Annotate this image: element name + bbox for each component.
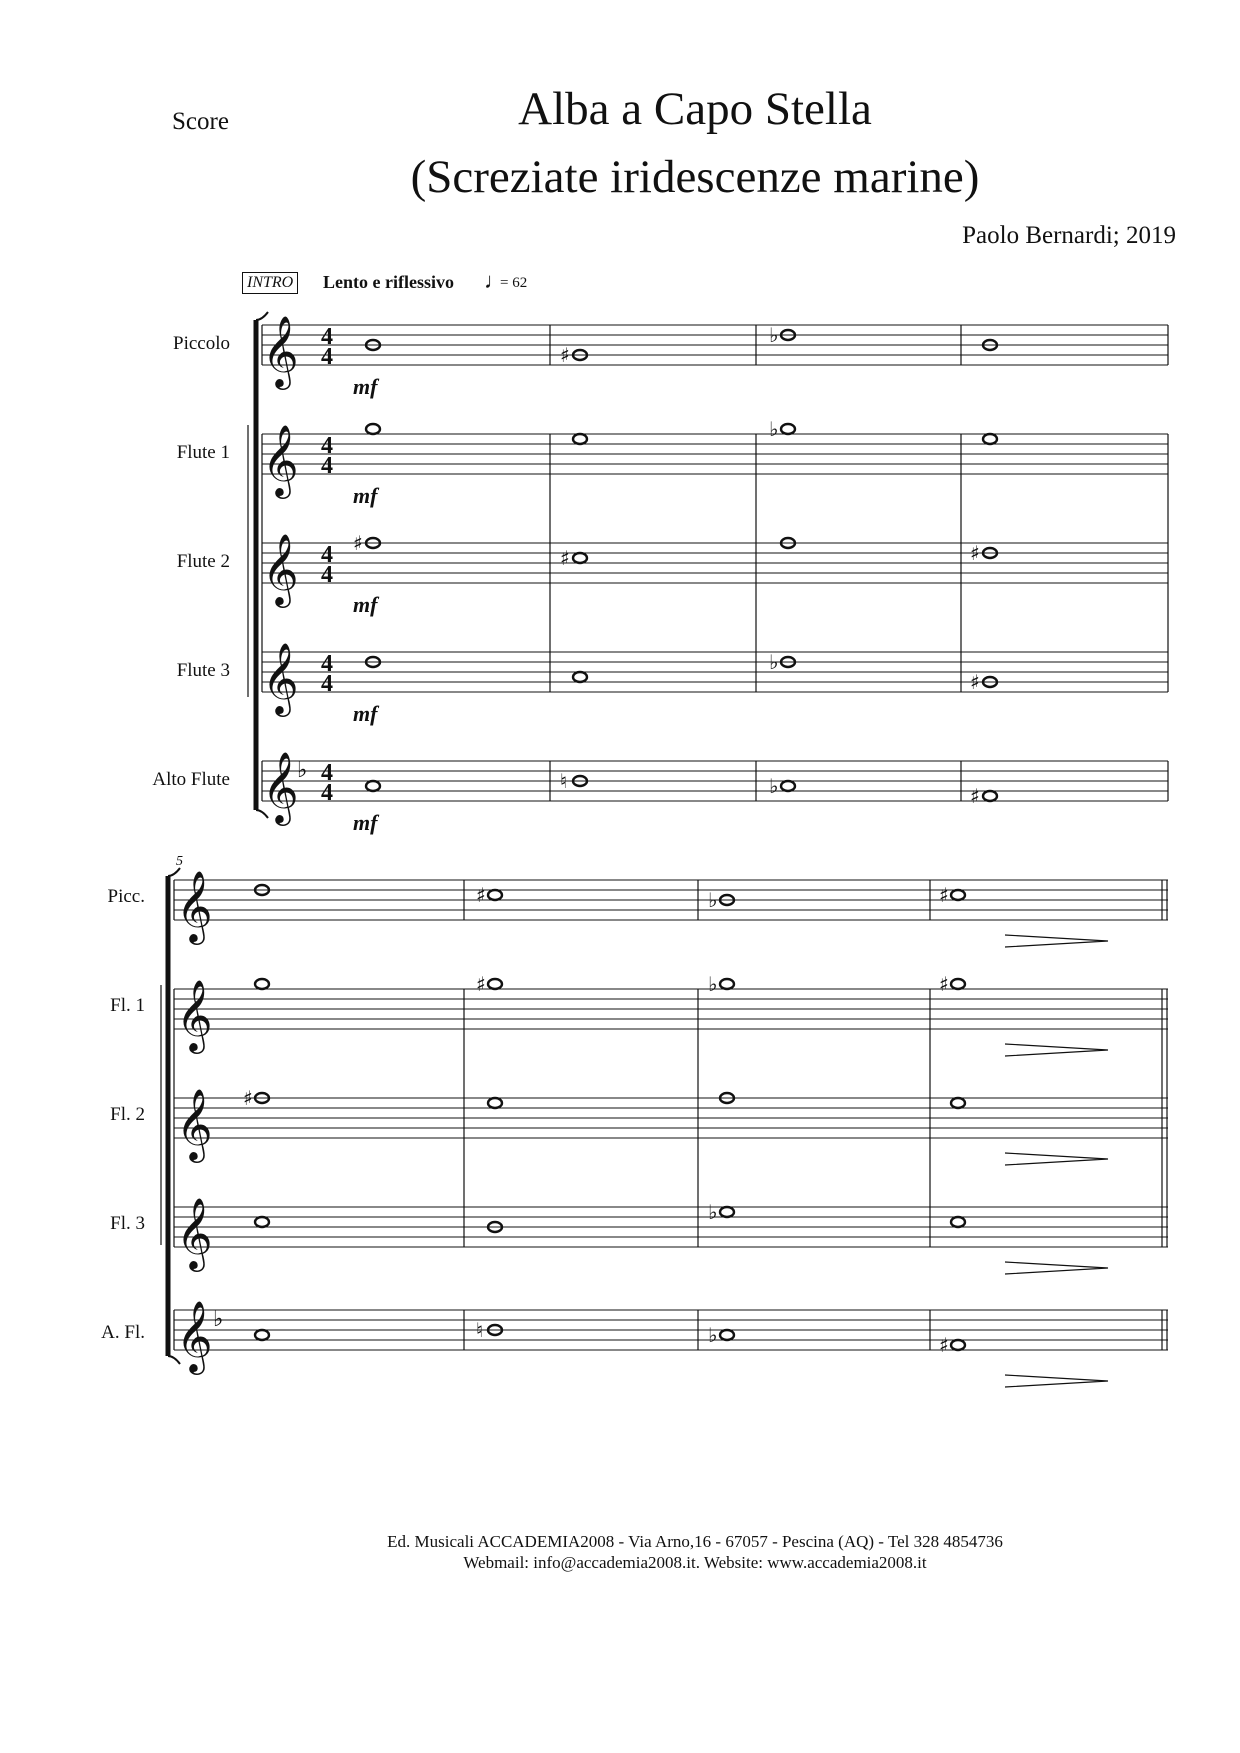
decrescendo-hairpin [1005,1262,1108,1274]
whole-note [366,781,380,791]
treble-clef-icon: 𝄞 [262,423,299,496]
publisher-footer-address: Ed. Musicali ACCADEMIA2008 - Via Arno,16 - 67057 - Pescina (AQ) - Tel 328 4854736 [387,1532,1003,1551]
dynamic-mf: mf [353,374,378,399]
sharp-icon: ♯ [560,546,570,570]
instrument-name-flute-3: Flute 3 [176,660,230,681]
instrument-name-alto-flute: Alto Flute [152,769,230,790]
instrument-abbr-flute-1: Fl. 1 [110,995,145,1016]
flat-icon: ♭ [769,323,779,347]
tempo-marking: Lento e riflessivo [323,272,454,292]
time-sig-top: 4 [321,651,333,677]
sharp-icon: ♯ [939,972,949,996]
rehearsal-mark: INTRO [242,272,298,294]
whole-note [255,979,269,989]
time-sig-bottom: 4 [321,671,333,697]
time-sig-bottom: 4 [321,780,333,806]
time-sig-top: 4 [321,324,333,350]
whole-note [255,1217,269,1227]
sharp-icon: ♯ [353,531,363,555]
staff-flute-2 [262,543,1168,583]
measure-number: 5 [176,854,183,869]
whole-note [781,781,795,791]
whole-note [720,1207,734,1217]
clefs-system-1 [262,314,307,826]
whole-note [720,979,734,989]
decrescendo-hairpin [1005,1044,1108,1056]
sharp-icon: ♯ [939,883,949,907]
title-line-2: (Screziate iridescenze marine) [410,151,980,203]
time-sig-bottom: 4 [321,453,333,479]
accidentals-system-2 [243,883,949,1357]
time-sig-bottom: 4 [321,344,333,370]
dynamics-system-1 [353,374,380,835]
dynamic-mf: mf [353,701,378,726]
instrument-abbr-flute-2: Fl. 2 [110,1104,145,1125]
staff-piccolo-2 [174,880,1168,920]
dynamic-mf: mf [353,592,378,617]
whole-note [951,1217,965,1227]
instrument-abbr-alto-flute: A. Fl. [101,1322,145,1343]
whole-note [488,979,502,989]
flat-key-signature-icon: ♭ [213,1307,224,1332]
whole-note [951,979,965,989]
whole-note [255,1330,269,1340]
whole-note [488,1098,502,1108]
quarter-note-icon: ♩ [484,268,506,293]
time-sig-bottom: 4 [321,562,333,588]
whole-note [720,1330,734,1340]
flat-icon: ♭ [769,774,779,798]
staff-flute-1 [262,434,1168,474]
dynamic-mf: mf [353,483,378,508]
treble-clef-icon: 𝄞 [176,869,213,942]
treble-clef-icon: 𝄞 [262,314,299,387]
barlines-system-2 [174,880,930,1350]
composer-credit: Paolo Bernardi; 2019 [962,222,1176,249]
score-label: Score [172,108,229,135]
flat-icon: ♭ [708,888,718,912]
treble-clef-icon: 𝄞 [262,641,299,714]
natural-icon: ♮ [560,769,568,793]
title-line-1: Alba a Capo Stella [518,83,872,135]
sharp-icon: ♯ [243,1086,253,1110]
staff-alto-flute-2 [174,1310,1168,1350]
staff-flute-3-2 [174,1207,1168,1247]
decrescendo-hairpins [1005,935,1108,1387]
whole-note [951,1098,965,1108]
decrescendo-hairpin [1005,935,1108,947]
flat-icon: ♭ [708,1200,718,1224]
tempo-value: = 62 [500,275,528,291]
whole-note [366,424,380,434]
treble-clef-icon: 𝄞 [262,532,299,605]
sharp-icon: ♯ [970,784,980,808]
treble-clef-icon: 𝄞 [262,750,299,823]
staff-flute-1-2 [174,989,1168,1029]
flat-icon: ♭ [708,972,718,996]
whole-note [951,890,965,900]
staff-flute-2-2 [174,1098,1168,1138]
treble-clef-icon: 𝄞 [176,978,213,1051]
time-sig-top: 4 [321,433,333,459]
whole-note [488,890,502,900]
time-sig-top: 4 [321,760,333,786]
clefs-system-2 [176,869,223,1375]
whole-note [573,434,587,444]
staff-piccolo [262,325,1168,365]
system-1 [248,312,1168,818]
instrument-name-flute-1: Flute 1 [176,442,230,463]
instrument-name-flute-2: Flute 2 [176,551,230,572]
instrument-name-piccolo: Piccolo [173,333,230,354]
decrescendo-hairpin [1005,1153,1108,1165]
staff-flute-3 [262,652,1168,692]
notes-system-1 [366,330,997,801]
whole-note [951,1340,965,1350]
treble-clef-icon: 𝄞 [176,1087,213,1160]
sharp-icon: ♯ [970,670,980,694]
sharp-icon: ♯ [476,972,486,996]
whole-note [573,553,587,563]
treble-clef-icon: 𝄞 [176,1299,213,1372]
whole-note [983,791,997,801]
sharp-icon: ♯ [476,883,486,907]
publisher-footer-contact: Webmail: info@accademia2008.it. Website: www.accademia2008.it [463,1553,927,1572]
instrument-abbr-piccolo: Picc. [107,886,145,907]
whole-note [983,434,997,444]
flat-key-signature-icon: ♭ [297,758,308,783]
sharp-icon: ♯ [970,541,980,565]
system-2 [161,868,1168,1387]
natural-icon: ♮ [476,1318,484,1342]
dynamic-mf: mf [353,810,378,835]
whole-note [781,424,795,434]
sharp-icon: ♯ [939,1333,949,1357]
instrument-abbr-flute-3: Fl. 3 [110,1213,145,1234]
time-signatures-system-1 [321,324,333,806]
flat-icon: ♭ [708,1323,718,1347]
treble-clef-icon: 𝄞 [176,1196,213,1269]
time-sig-top: 4 [321,542,333,568]
whole-note [573,672,587,682]
flat-icon: ♭ [769,417,779,441]
accidentals-system-1 [353,323,980,808]
decrescendo-hairpin [1005,1375,1108,1387]
sharp-icon: ♯ [560,343,570,367]
final-barline [1162,880,1167,1350]
flat-icon: ♭ [769,650,779,674]
staff-alto-flute [262,761,1168,801]
